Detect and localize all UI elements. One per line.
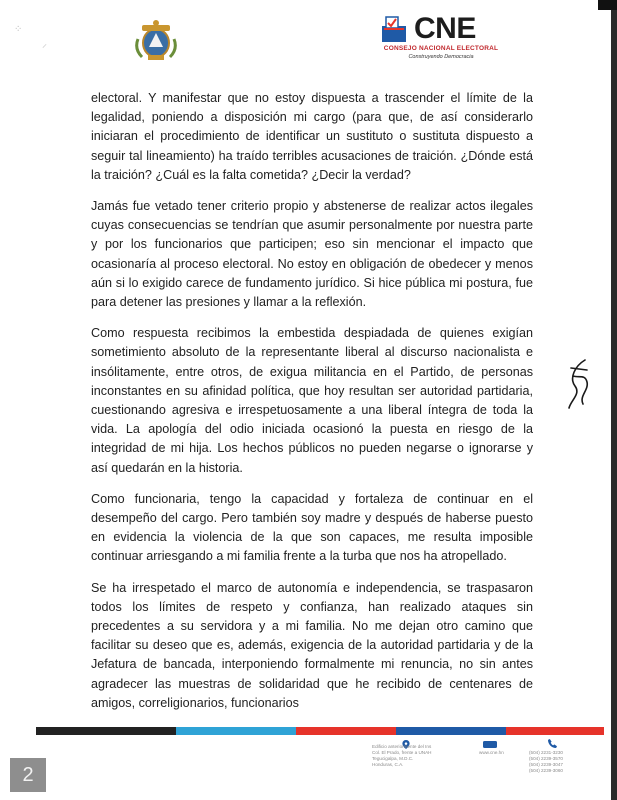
scan-mark: ⁘: [14, 24, 23, 35]
honduras-coat-of-arms-icon: [134, 17, 178, 63]
logo-title: CNE: [414, 12, 476, 45]
paragraph: Como respuesta recibimos la embestida despiadada de quienes exigían sometimiento absoluto de la representante liberal al discurso nacionalista e insólitamente, entre otros, de exigua militancia en el Partido, de personas inconstantes en su afinidad política, que hoy resultan ser autoridad partidaria, cuestionando agresiva e irrespetuosamente a una liberal íntegra de toda la vida. La apología del odio iniciada ocasionó la puesta en riesgo de la integridad de mi hija. Los hechos públicos no pueden negarse o ignorarse y así quedarán en la historia.: [91, 326, 533, 475]
scan-edge: [611, 0, 617, 800]
phone-icon: [548, 739, 557, 748]
address-line: Honduras, C.A.: [372, 762, 404, 767]
address-line: Tegucigalpa, M.D.C.: [372, 756, 414, 761]
footer-stripe: [36, 727, 604, 735]
footer-web[interactable]: www.cne.hn: [479, 750, 504, 755]
phone-line: (504) 2239-3047: [529, 762, 563, 767]
footer-phones: [529, 750, 563, 774]
phone-line: (504) 2239-3060: [529, 768, 563, 773]
page-number-badge: 2: [10, 758, 46, 792]
cne-logo: [372, 14, 502, 62]
scan-mark: ⸝: [42, 39, 47, 50]
paragraph: Jamás fue vetado tener criterio propio y abstenerse de realizar actos ilegales cuyas consecuencias se tendrían que asumir personalmente por nuestra parte y por los funcionarios que participen; eso sin mencionar el impacto que ocasionaría al proceso electoral. No estoy en obligación de obedecer y menos aún si lo exigido carece de fundamento jurídico. Si hice pública mi postura, fue para detener las presiones y llamar a la reflexión.: [91, 199, 533, 310]
handwritten-signature-icon: [565, 356, 591, 416]
scan-corner: [598, 0, 617, 10]
paragraph: Se ha irrespetado el marco de autonomía e independencia, se traspasaron todos los límites de respeto y confianza, han realizado ataques sin precedentes a su servidora y a mi familia. No me dejan otro camino que facilitar su deseo que es, además, exigencia de la autoridad partidaria y de la Jefatura de bancada, interponiendo formalmente mi renuncia, no sin antes agradecer las muestras de solidaridad que he recibido de centenares de amigos, correligionarios, funcionarios: [91, 580, 533, 710]
address-line: Col. El Prado, frente a UNAH: [372, 750, 432, 755]
letter-body: [91, 89, 533, 725]
logo-tagline: Construyendo Democracia: [408, 54, 474, 60]
footer-address: [372, 744, 432, 768]
cne-logo-icon: [376, 14, 414, 44]
logo-subtitle: CONSEJO NACIONAL ELECTORAL: [383, 45, 499, 52]
web-icon: [483, 741, 497, 748]
phone-line: (504) 2239-3570: [529, 756, 563, 761]
paragraph: Como funcionaria, tengo la capacidad y fortaleza de continuar en el desempeño del cargo. Pero también soy madre y después de haberse puesto en evidencia la violencia de la que son capaces, me resulta imposible continuar arriesgando a mi familia frente a la turba que nos ha atropellado.: [91, 491, 533, 564]
address-line: Edificio anteriormente del Ins: [372, 744, 432, 749]
paragraph: electoral. Y manifestar que no estoy dispuesta a trascender el límite de la legalidad, poniendo a disposición mi cargo (para que, de así considerarlo iniciaran el procedimiento de identificar un sustituto o sustituta dispuesto a seguir tal lineamiento) ha traído terribles acusaciones de traición. ¿Dónde está la traición? ¿Cuál es la falta cometida? ¿Decir la verdad?: [91, 91, 533, 182]
phone-line: (504) 2231-3230: [529, 750, 563, 755]
